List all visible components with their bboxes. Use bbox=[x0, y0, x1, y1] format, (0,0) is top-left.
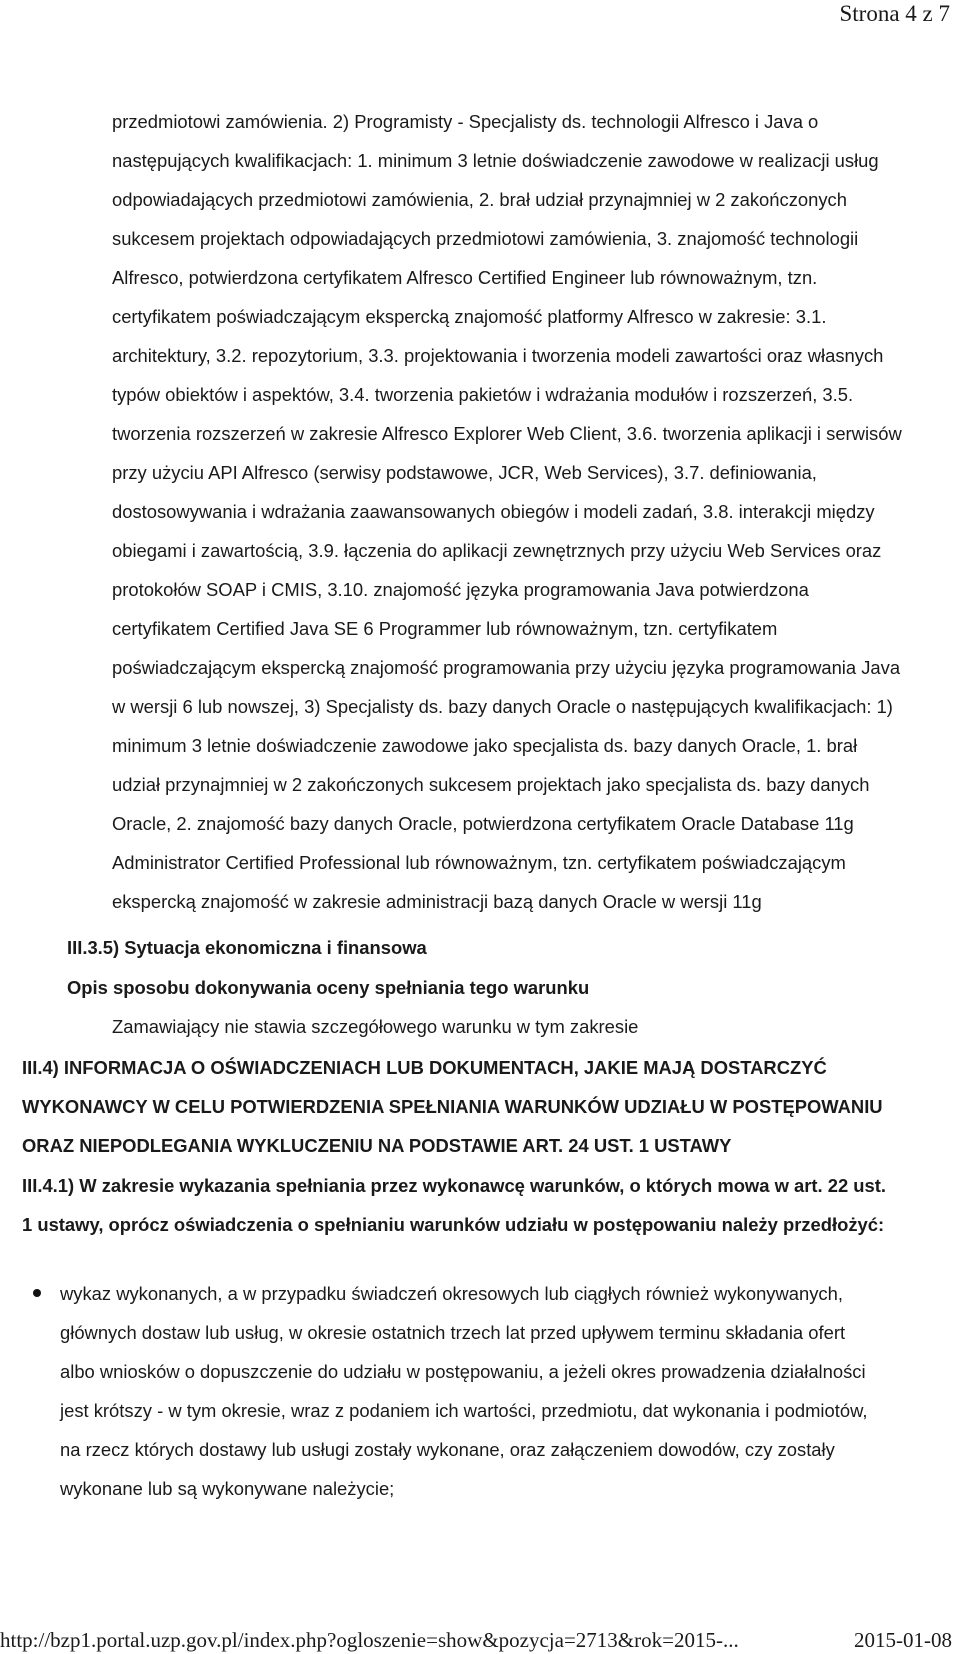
paragraph-line: przy użyciu API Alfresco (serwisy podstawowe, JCR, Web Services), 3.7. definiowania, bbox=[112, 462, 817, 483]
heading-line: ORAZ NIEPODLEGANIA WYKLUCZENIU NA PODSTAWIE ART. 24 UST. 1 USTAWY bbox=[22, 1135, 732, 1156]
page-number: Strona 4 z 7 bbox=[839, 1, 950, 26]
paragraph-line: Administrator Certified Professional lub równoważnym, tzn. certyfikatem poświadczającym bbox=[112, 852, 846, 873]
list-item-line: na rzecz których dostawy lub usługi zostały wykonane, oraz załączeniem dowodów, czy zostały bbox=[60, 1439, 835, 1460]
paragraph-line: minimum 3 letnie doświadczenie zawodowe jako specjalista ds. bazy danych Oracle, 1. brał bbox=[112, 735, 858, 756]
footer-date: 2015-01-08 bbox=[854, 1628, 952, 1652]
qualifications-paragraph bbox=[112, 102, 902, 921]
paragraph-line: ekspercką znajomość w zakresie administracji bazą danych Oracle w wersji 11g bbox=[112, 891, 762, 912]
assessment-method-heading: Opis sposobu dokonywania oceny spełniania tego warunku bbox=[67, 977, 590, 998]
paragraph-line: poświadczającym ekspercką znajomość programowania przy użyciu języka programowania Java bbox=[112, 657, 901, 678]
paragraph-line: następujących kwalifikacjach: 1. minimum 3 letnie doświadczenie zawodowe w realizacji usług bbox=[112, 150, 879, 171]
list-item-line: głównych dostaw lub usług, w okresie ostatnich trzech lat przed upływem terminu składania ofert bbox=[60, 1322, 846, 1343]
page-footer bbox=[0, 1627, 952, 1653]
paragraph-line: tworzenia rozszerzeń w zakresie Alfresco Explorer Web Client, 3.6. tworzenia aplikacji i serwisów bbox=[112, 423, 902, 444]
list-item-text bbox=[60, 1274, 867, 1508]
paragraph-line: sukcesem projektach odpowiadających przedmiotowi zamówienia, 3. znajomość technologii bbox=[112, 228, 859, 249]
paragraph-line: typów obiektów i aspektów, 3.4. tworzenia pakietów i wdrażania modułów i rozszerzeń, 3.5. bbox=[112, 384, 854, 405]
list-item-line: albo wniosków o dopuszczenie do udziału w postępowaniu, a jeżeli okres prowadzenia działalności bbox=[60, 1361, 866, 1382]
paragraph-line: w wersji 6 lub nowszej, 3) Specjalisty ds. bazy danych Oracle o następujących kwalifikacjach: 1) bbox=[112, 696, 893, 717]
heading-line: III.4.1) W zakresie wykazania spełniania przez wykonawcę warunków, o których mowa w art. 22 ust. bbox=[22, 1175, 886, 1196]
paragraph-line: odpowiadających przedmiotowi zamówienia, 2. brał udział przynajmniej w 2 zakończonych bbox=[112, 189, 847, 210]
heading-line: 1 ustawy, oprócz oświadczenia o spełnianiu warunków udziału w postępowaniu należy przedłożyć: bbox=[22, 1214, 885, 1235]
paragraph-line: przedmiotowi zamówienia. 2) Programisty - Specjalisty ds. technologii Alfresco i Java o bbox=[112, 111, 819, 132]
paragraph-line: architektury, 3.2. repozytorium, 3.3. projektowania i tworzenia modeli zawartości oraz własnych bbox=[112, 345, 884, 366]
footer-url: http://bzp1.portal.uzp.gov.pl/index.php?ogloszenie=show&pozycja=2713&rok=2015-... bbox=[0, 1628, 739, 1652]
heading-line: WYKONAWCY W CELU POTWIERDZENIA SPEŁNIANIA WARUNKÓW UDZIAŁU W POSTĘPOWANIU bbox=[22, 1096, 883, 1117]
paragraph-line: Alfresco, potwierdzona certyfikatem Alfresco Certified Engineer lub równoważnym, tzn. bbox=[112, 267, 818, 288]
paragraph-line: dostosowywania i wdrażania zaawansowanych obiegów i modeli zadań, 3.8. interakcji między bbox=[112, 501, 875, 522]
paragraph-line: protokołów SOAP i CMIS, 3.10. znajomość języka programowania Java potwierdzona bbox=[112, 579, 809, 600]
paragraph-line: udział przynajmniej w 2 zakończonych sukcesem projektach jako specjalista ds. bazy danych bbox=[112, 774, 870, 795]
paragraph-line: certyfikatem poświadczającym ekspercką znajomość platformy Alfresco w zakresie: 3.1. bbox=[112, 306, 827, 327]
paragraph-line: obiegami i zawartością, 3.9. łączenia do aplikacji zewnętrznych przy użyciu Web Services oraz bbox=[112, 540, 882, 561]
heading-line: III.4) INFORMACJA O OŚWIADCZENIACH LUB DOKUMENTACH, JAKIE MAJĄ DOSTARCZYĆ bbox=[22, 1057, 827, 1078]
section-heading-required-documents bbox=[22, 1166, 886, 1244]
paragraph-line: certyfikatem Certified Java SE 6 Programmer lub równoważnym, tzn. certyfikatem bbox=[112, 618, 778, 639]
list-item-line: wykaz wykonanych, a w przypadku świadczeń okresowych lub ciągłych również wykonywanych, bbox=[60, 1283, 843, 1304]
section-heading-economic-situation: III.3.5) Sytuacja ekonomiczna i finansowa bbox=[67, 937, 427, 958]
list-item-line: wykonane lub są wykonywane należycie; bbox=[60, 1478, 395, 1499]
paragraph-line: Oracle, 2. znajomość bazy danych Oracle, potwierdzona certyfikatem Oracle Database 11g bbox=[112, 813, 854, 834]
bullet-icon bbox=[33, 1289, 41, 1297]
section-heading-statements-documents bbox=[22, 1048, 883, 1165]
list-item-line: jest krótszy - w tym okresie, wraz z podaniem ich wartości, przedmiotu, dat wykonania i podmiotów, bbox=[60, 1400, 868, 1421]
assessment-method-text: Zamawiający nie stawia szczegółowego warunku w tym zakresie bbox=[112, 1016, 639, 1037]
